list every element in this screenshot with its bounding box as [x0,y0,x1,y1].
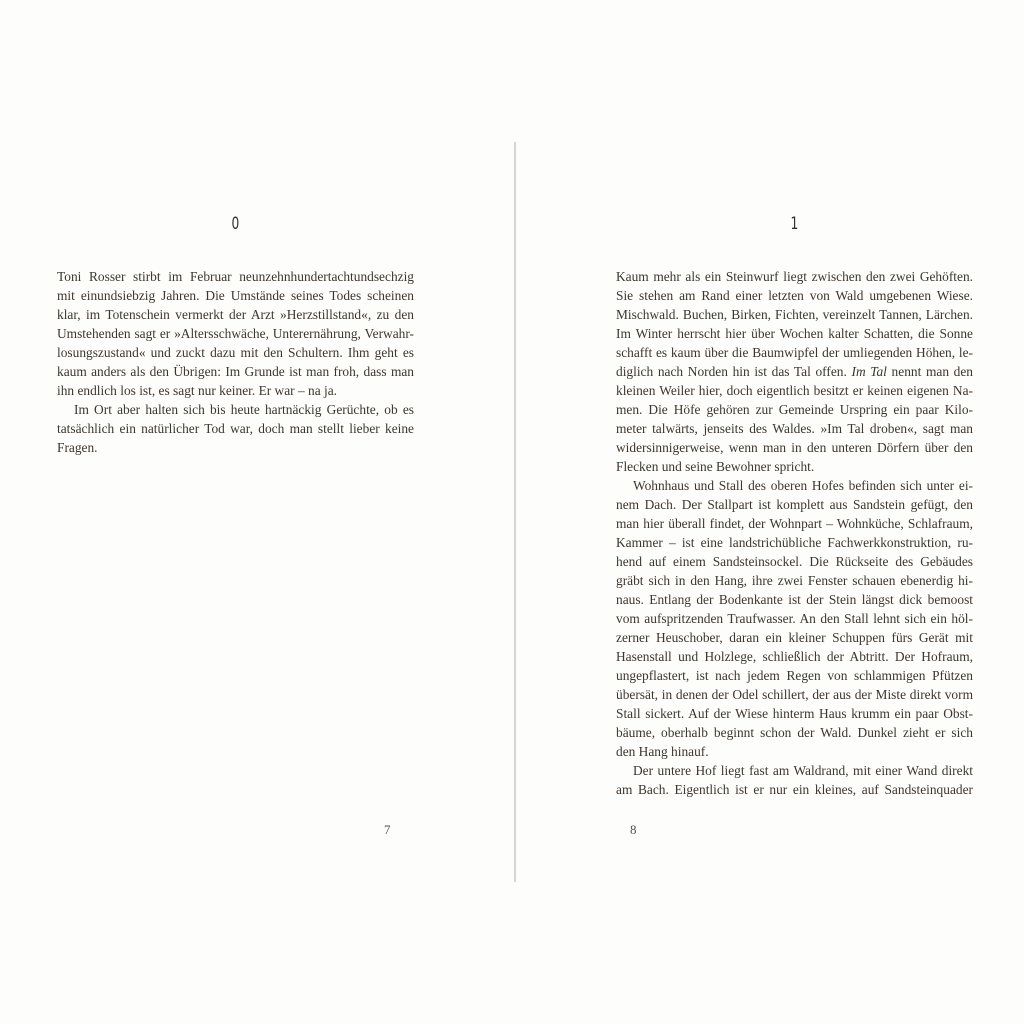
text-line: schafft es kaum über die Baumwipfel der umliegenden Höhen, le- [616,345,973,360]
text-line: Stall sickert. Auf der Wiese hinterm Haus krumm ein paar Obst- [616,706,973,721]
right-chapter-number: 1 [790,214,799,234]
text-line: Sie stehen am Rand einer letzten von Wald umgebenen Wiese. [616,288,973,303]
text-line: hend auf einem Sandsteinsockel. Die Rückseite des Gebäudes [616,554,973,569]
text-line: Mischwald. Buchen, Birken, Fichten, vereinzelt Tannen, Lärchen. [616,307,973,322]
left-page-body-text [57,267,414,457]
text-line: meter talwärts, jenseits des Waldes. »Im Tal droben«, sagt man [616,421,973,436]
text-line: gräbt sich in den Hang, ihre zwei Fenster schauen ebenerdig hi- [616,573,973,588]
text-line: Toni Rosser stirbt im Februar neunzehnhundertachtundsechzig [57,269,414,284]
text-line: Wohnhaus und Stall des oberen Hofes befinden sich unter ei- [633,478,973,493]
text-line: kleinen Weiler hier, doch eigentlich besitzt er keinen eigenen Na- [616,383,973,398]
text-line: Fragen. [57,440,98,455]
text-line: tatsächlich ein natürlicher Tod war, doch man stellt lieber keine [57,421,414,436]
text-line: kaum anders als den Übrigen: Im Grunde ist man froh, dass man [57,364,414,379]
text-line: widersinnigerweise, wenn man in den unteren Dörfern über den [616,440,973,455]
text-line: Kaum mehr als ein Steinwurf liegt zwischen den zwei Gehöften. [616,269,973,284]
text-line: diglich nach Norden hin ist das Tal offen. Im Tal nennt man den [616,364,973,379]
text-line: klar, im Totenschein vermerkt der Arzt »Herzstillstand«, zu den [57,307,414,322]
left-page-number: 7 [384,822,391,837]
right-chapter-heading [616,213,973,235]
text-line: mit einundsiebzig Jahren. Die Umstände seines Todes scheinen [57,288,414,303]
text-line: ungepflastert, ist nach jedem Regen von schlammigen Pfützen [616,668,973,683]
text-line: men. Die Höfe gehören zur Gemeinde Urspring ein paar Kilo- [616,402,973,417]
text-line: vom aufspritzenden Traufwasser. An den Stall lehnt sich ein höl- [616,611,973,626]
text-line: zerner Heuschober, daran ein kleiner Schuppen fürs Gerät mit [616,630,973,645]
right-page-number: 8 [630,822,637,837]
left-chapter-number: 0 [231,214,240,234]
text-line: nem Dach. Der Stallpart ist komplett aus Sandstein gefügt, den [616,497,973,512]
text-line: Flecken und seine Bewohner spricht. [616,459,815,474]
text-line: Im Ort aber halten sich bis heute hartnäckig Gerüchte, ob es [74,402,414,417]
text-line: Umstehenden sagt er »Altersschwäche, Unterernährung, Verwahr- [57,326,414,341]
text-line: übersät, in denen der Odel schillert, der aus der Miste direkt vorm [616,687,973,702]
left-chapter-heading [57,213,414,235]
text-line: Der untere Hof liegt fast am Waldrand, mit einer Wand direkt [633,763,973,778]
text-line: man hier überall findet, der Wohnpart – Wohnküche, Schlafraum, [616,516,973,531]
text-line: losungszustand« und zuckt dazu mit den Schultern. Ihm geht es [57,345,414,360]
text-line: bäume, oberhalb beginnt schon der Wald. Dunkel zieht er sich [616,725,973,740]
text-line: am Bach. Eigentlich ist er nur ein kleines, auf Sandsteinquader [616,782,973,797]
page-divider [514,142,516,882]
text-line: ihn endlich los ist, es sagt nur keiner. Er war – na ja. [57,383,338,398]
text-line: Im Winter herrscht hier über Wochen kalter Schatten, die Sonne [616,326,973,341]
text-line: den Hang hinauf. [616,744,709,759]
text-line: Hasenstall und Holzlege, schließlich der Abtritt. Der Hofraum, [616,649,973,664]
text-line: Kammer – ist eine landstrichübliche Fachwerkkonstruktion, ru- [616,535,973,550]
right-page-body-text [616,267,973,799]
text-line: naus. Entlang der Bodenkante ist der Stein längst dick bemoost [616,592,973,607]
